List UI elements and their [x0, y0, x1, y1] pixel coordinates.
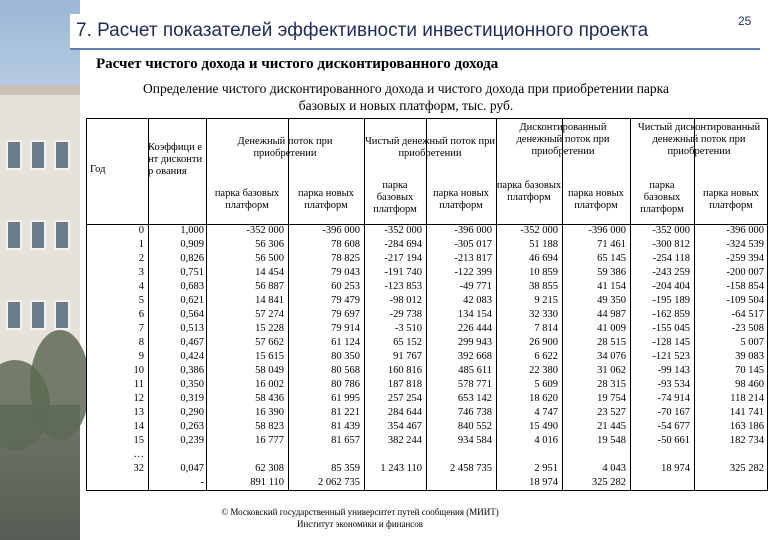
table-cell: 91 767 [393, 351, 422, 362]
table-cell: 0,424 [180, 351, 204, 362]
data-table [86, 118, 768, 498]
table-cell: 0,751 [180, 267, 204, 278]
table-row [86, 224, 768, 238]
table-cell: 70 145 [735, 365, 764, 376]
table-cell: 61 124 [331, 337, 360, 348]
table-cell: 284 644 [387, 407, 422, 418]
table-cell: -396 000 [588, 225, 626, 236]
table-cell: 38 855 [529, 281, 558, 292]
table-caption [96, 80, 716, 114]
table-cell: 3 [138, 267, 144, 278]
table-cell: 14 454 [255, 267, 284, 278]
table-cell: 485 611 [458, 365, 492, 376]
table-cell: 382 244 [387, 435, 422, 446]
table-cell: 163 186 [729, 421, 764, 432]
table-cell: 0 [138, 225, 144, 236]
table-cell: 653 142 [457, 393, 492, 404]
table-cell: … [133, 449, 144, 460]
table-cell: 23 527 [597, 407, 626, 418]
table-cell: 4 747 [534, 407, 558, 418]
table-cell: 79 914 [331, 323, 360, 334]
table-cell: 7 814 [534, 323, 558, 334]
header-cash-flow: Денежный поток при приобретении [237, 136, 333, 159]
table-cell: 32 [133, 463, 144, 474]
table-cell: 49 350 [597, 295, 626, 306]
table-cell: 46 694 [529, 253, 558, 264]
table-cell: 354 467 [387, 421, 422, 432]
table-row [86, 238, 768, 252]
table-cell: -254 118 [652, 253, 690, 264]
sub-header-base-2: парка базовых платформ [373, 180, 417, 215]
table-cell: 0,621 [180, 295, 204, 306]
table-cell: -352 000 [652, 225, 690, 236]
table-cell: 134 154 [457, 309, 492, 320]
table-cell: 2 951 [534, 463, 558, 474]
table-cell: 60 253 [331, 281, 360, 292]
table-cell: -93 534 [657, 379, 690, 390]
table-cell: 56 306 [255, 239, 284, 250]
table-cell: -50 661 [657, 435, 690, 446]
table-row [86, 392, 768, 406]
table-cell: 0,386 [180, 365, 204, 376]
table-cell: 8 [138, 337, 144, 348]
table-cell: 6 622 [534, 351, 558, 362]
table-cell: -324 539 [726, 239, 764, 250]
table-cell: 0,290 [180, 407, 204, 418]
table-cell: 2 062 735 [318, 477, 360, 488]
table-cell: 0,263 [180, 421, 204, 432]
table-cell: 15 228 [255, 323, 284, 334]
caption-line-2: базовых и новых платформ, тыс. руб. [298, 98, 514, 113]
sub-header-new: парка новых платформ [298, 188, 354, 211]
table-cell: 1,000 [180, 225, 204, 236]
table-cell: 80 568 [331, 365, 360, 376]
table-cell: 78 608 [331, 239, 360, 250]
table-cell: 58 436 [255, 393, 284, 404]
table-cell: 13 [133, 407, 144, 418]
table-cell: 0,319 [180, 393, 204, 404]
table-cell: 15 [133, 435, 144, 446]
table-cell: 56 500 [255, 253, 284, 264]
table-cell: 85 359 [331, 463, 360, 474]
table-cell: 39 083 [735, 351, 764, 362]
table-cell: 22 380 [529, 365, 558, 376]
table-cell: 16 777 [255, 435, 284, 446]
table-cell: 5 609 [534, 379, 558, 390]
section-heading: Расчет чистого дохода и чистого дисконтированного дохода [96, 56, 499, 72]
table-cell: 44 987 [597, 309, 626, 320]
sub-header-base: парка базовых платформ [214, 188, 280, 211]
header-coef: Коэффици ент дисконтир ования [148, 142, 203, 177]
table-cell: -396 000 [726, 225, 764, 236]
footer-line-2: Институт экономики и финансов [296, 519, 424, 529]
table-cell: 81 657 [331, 435, 360, 446]
table-cell: 65 145 [597, 253, 626, 264]
sub-header-base-4: парка базовых платформ [640, 180, 684, 215]
table-cell: -200 007 [726, 267, 764, 278]
table-cell: 0,909 [180, 239, 204, 250]
title-bar [70, 14, 760, 50]
table-cell: -191 740 [384, 267, 422, 278]
table-cell: 62 308 [255, 463, 284, 474]
table-cell: 4 043 [602, 463, 626, 474]
table-row [86, 420, 768, 434]
table-cell: 118 214 [730, 393, 764, 404]
table-cell: 79 043 [331, 267, 360, 278]
table-cell: 81 439 [331, 421, 360, 432]
table-row [86, 308, 768, 322]
table-cell: 59 386 [597, 267, 626, 278]
table-cell: 299 943 [457, 337, 492, 348]
table-cell: - [200, 477, 204, 488]
table-cell: -64 517 [731, 309, 764, 320]
table-cell: 19 548 [597, 435, 626, 446]
table-row [86, 336, 768, 350]
table-cell: 57 662 [255, 337, 284, 348]
table-row [86, 364, 768, 378]
table-cell: -29 738 [389, 309, 422, 320]
table-cell: 9 [138, 351, 144, 362]
table-cell: 79 697 [331, 309, 360, 320]
slide-number: 25 [738, 14, 752, 28]
table-cell: 51 188 [529, 239, 558, 250]
table-cell: -70 167 [657, 407, 690, 418]
table-cell: 58 049 [255, 365, 284, 376]
header-net-cash: Чистый денежный поток при приобретении [364, 136, 496, 159]
table-cell: 79 479 [331, 295, 360, 306]
table-cell: 18 620 [529, 393, 558, 404]
table-row [86, 266, 768, 280]
table-cell: 21 445 [597, 421, 626, 432]
table-row [86, 462, 768, 476]
table-cell: 9 215 [534, 295, 558, 306]
table-row [86, 476, 768, 490]
table-cell: 41 009 [597, 323, 626, 334]
table-cell: 58 823 [255, 421, 284, 432]
table-row [86, 434, 768, 448]
table-cell: 80 350 [331, 351, 360, 362]
table-cell: -284 694 [384, 239, 422, 250]
table-cell: 18 974 [529, 477, 558, 488]
table-row [86, 378, 768, 392]
table-cell: 10 859 [529, 267, 558, 278]
table-cell: 28 515 [597, 337, 626, 348]
table-cell: -155 045 [652, 323, 690, 334]
sub-header-new-2: парка новых платформ [433, 188, 489, 211]
table-cell: 5 007 [740, 337, 764, 348]
table-cell: 71 461 [597, 239, 626, 250]
table-cell: 28 315 [597, 379, 626, 390]
sub-header-new-4: парка новых платформ [703, 188, 759, 211]
table-cell: -123 853 [384, 281, 422, 292]
table-cell: 141 741 [729, 407, 764, 418]
table-cell: 56 887 [255, 281, 284, 292]
table-cell: 4 [138, 281, 144, 292]
table-cell: 0,683 [180, 281, 204, 292]
table-cell: 41 154 [597, 281, 626, 292]
table-cell: 10 [133, 365, 144, 376]
table-cell: 0,564 [180, 309, 204, 320]
table-cell: 6 [138, 309, 144, 320]
table-cell: -54 677 [657, 421, 690, 432]
table-cell: 98 460 [735, 379, 764, 390]
table-cell: 80 786 [331, 379, 360, 390]
slide-title: 7. Расчет показателей эффективности инвестиционного проекта [76, 20, 649, 41]
table-cell: -74 914 [657, 393, 690, 404]
table-row [86, 350, 768, 364]
table-cell: 19 754 [597, 393, 626, 404]
table-cell: -162 859 [652, 309, 690, 320]
table-row [86, 252, 768, 266]
table-cell: 26 900 [529, 337, 558, 348]
table-cell: -99 143 [657, 365, 690, 376]
table-cell: -121 523 [652, 351, 690, 362]
caption-line-1: Определение чистого дисконтированного дохода и чистого дохода при приобретении парка [142, 81, 670, 96]
table-cell: -158 854 [726, 281, 764, 292]
table-cell: -204 404 [652, 281, 690, 292]
sub-header-new-3: парка новых платформ [568, 188, 624, 211]
table-cell: 14 841 [255, 295, 284, 306]
table-cell: -122 399 [454, 267, 492, 278]
table-cell: 5 [138, 295, 144, 306]
table-cell: -98 012 [389, 295, 422, 306]
table-cell: 65 152 [393, 337, 422, 348]
table-cell: 31 062 [597, 365, 626, 376]
table-cell: -396 000 [454, 225, 492, 236]
table-cell: -300 812 [652, 239, 690, 250]
table-cell: -217 194 [384, 253, 422, 264]
background-photo [0, 0, 80, 540]
table-cell: 0,826 [180, 253, 204, 264]
table-row [86, 322, 768, 336]
table-cell: 746 738 [457, 407, 492, 418]
table-cell: 891 110 [250, 477, 284, 488]
table-cell: -109 504 [726, 295, 764, 306]
table-cell: -352 000 [520, 225, 558, 236]
table-cell: 16 002 [255, 379, 284, 390]
table-cell: 16 390 [255, 407, 284, 418]
table-cell: 0,350 [180, 379, 204, 390]
table-row [86, 448, 768, 462]
table-cell: 61 995 [331, 393, 360, 404]
table-cell: 7 [138, 323, 144, 334]
table-cell: 15 615 [255, 351, 284, 362]
table-cell: 226 444 [457, 323, 492, 334]
table-cell: -352 000 [384, 225, 422, 236]
table-cell: 325 282 [591, 477, 626, 488]
table-cell: 12 [133, 393, 144, 404]
table-cell: 18 974 [661, 463, 690, 474]
sub-header-base-3: парка базовых платформ [496, 180, 562, 203]
table-cell: -3 510 [394, 323, 422, 334]
table-cell: -195 189 [652, 295, 690, 306]
table-cell: 0,239 [180, 435, 204, 446]
table-cell: 257 254 [387, 393, 422, 404]
table-cell: 11 [133, 379, 144, 390]
table-cell: 2 [138, 253, 144, 264]
table-cell: 1 [138, 239, 144, 250]
table-cell: -396 000 [322, 225, 360, 236]
table-cell: 32 330 [529, 309, 558, 320]
table-row [86, 294, 768, 308]
table-cell: -259 394 [726, 253, 764, 264]
table-cell: 1 243 110 [380, 463, 422, 474]
header-year: Год [90, 164, 106, 175]
table-cell: 934 584 [457, 435, 492, 446]
table-cell: 840 552 [457, 421, 492, 432]
table-cell: 2 458 735 [450, 463, 492, 474]
table-cell: 57 274 [255, 309, 284, 320]
table-cell: 325 282 [729, 463, 764, 474]
table-cell: 578 771 [457, 379, 492, 390]
table-cell: 14 [133, 421, 144, 432]
table-cell: -213 817 [454, 253, 492, 264]
table-cell: 15 490 [529, 421, 558, 432]
table-cell: 81 221 [331, 407, 360, 418]
table-cell: -305 017 [454, 239, 492, 250]
table-cell: -128 145 [652, 337, 690, 348]
table-cell: -352 000 [246, 225, 284, 236]
table-cell: 392 668 [457, 351, 492, 362]
table-cell: 187 818 [387, 379, 422, 390]
table-cell: 0,467 [180, 337, 204, 348]
table-cell: 34 076 [597, 351, 626, 362]
header-disc-flow: Дисконтированный денежный поток при приобретении [516, 122, 610, 157]
table-cell: -23 508 [731, 323, 764, 334]
table-cell: 0,047 [180, 463, 204, 474]
header-net-disc: Чистый дисконтированный денежный поток при приобретении [637, 122, 761, 157]
table-cell: 78 825 [331, 253, 360, 264]
table-cell: 4 016 [534, 435, 558, 446]
table-cell: -49 771 [459, 281, 492, 292]
table-row [86, 406, 768, 420]
table-cell: 160 816 [387, 365, 422, 376]
table-cell: 0,513 [180, 323, 204, 334]
table-row [86, 280, 768, 294]
table-cell: 182 734 [729, 435, 764, 446]
table-cell: 42 083 [463, 295, 492, 306]
table-cell: -243 259 [652, 267, 690, 278]
footer-line-1: © Московский государственный университет путей сообщения (МИИТ) [221, 507, 499, 517]
footer [200, 506, 520, 530]
